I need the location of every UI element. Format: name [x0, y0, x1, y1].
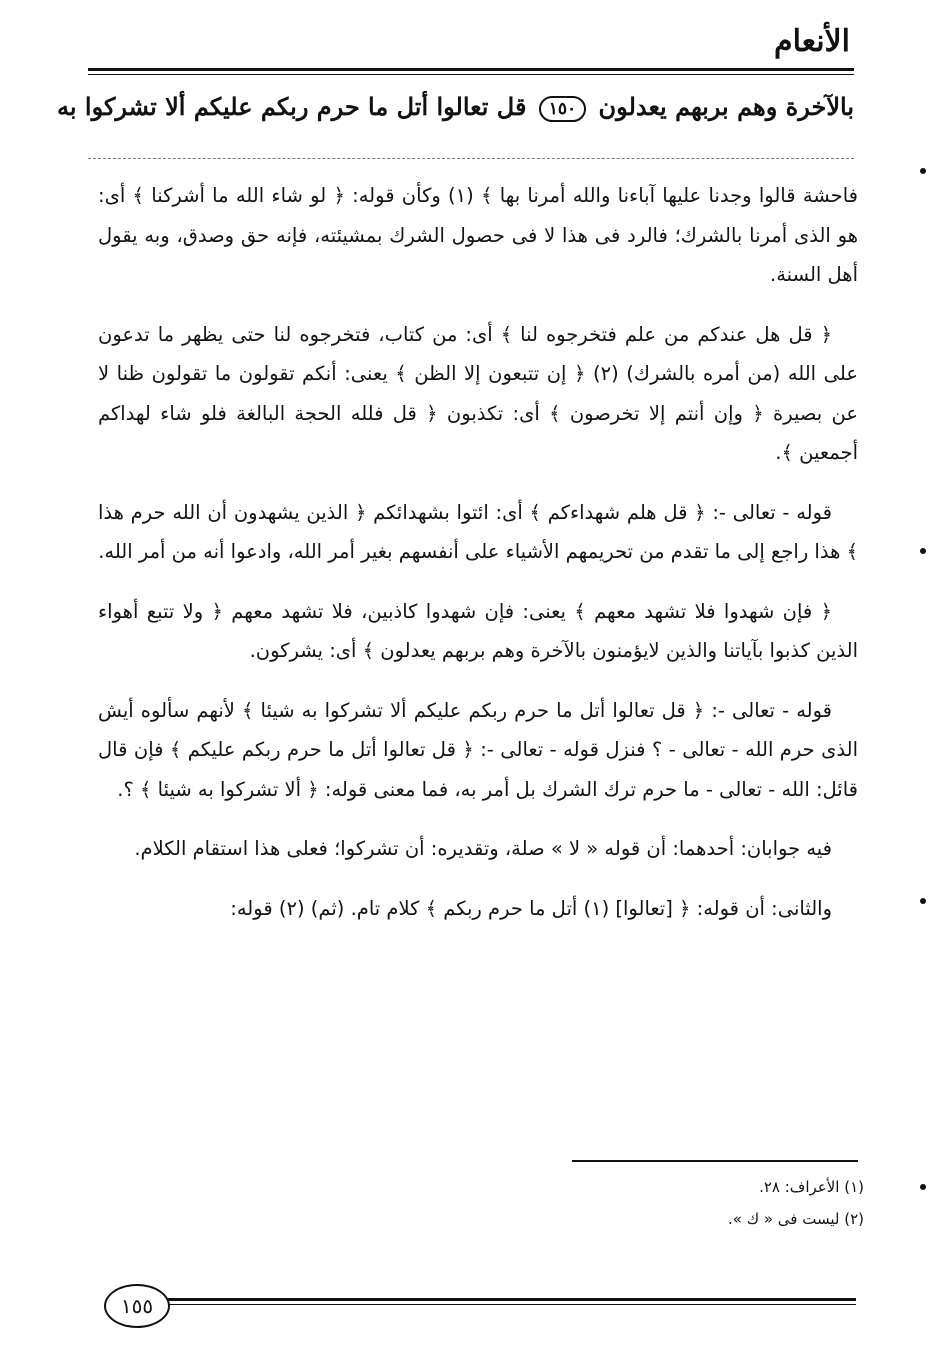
margin-dot — [920, 548, 926, 554]
paragraph: ﴿ قل هل عندكم من علم فتخرجوه لنا ﴾ أى: من كتاب، فتخرجوه لنا حتى يظهر ما تدعون على الله (من أمره بالشرك) (٢) ﴿ إن تتبعون إلا الظن ﴾ يعنى: أنكم تقولون ما تقولون ظنا لا عن بصيرة ﴿ وإن أنتم إلا تخرصون ﴾ أى: تكذبون ﴿ قل فلله الحجة البالغة فلو شاء لهداكم أجمعين ﴾. — [98, 322, 858, 464]
paragraph: والثانى: أن قوله: ﴿ [تعالوا] (١) أتل ما حرم ربكم ﴾ كلام تام. (ثم) (٢) قوله: — [230, 896, 832, 920]
quran-verse-line — [57, 92, 854, 122]
margin-dot — [920, 898, 926, 904]
footer-rule-thin — [166, 1304, 856, 1305]
commentary-body — [98, 176, 858, 948]
footnotes — [364, 1178, 864, 1242]
footnote: (٢) ليست فى « ك ». — [728, 1210, 864, 1228]
footnote-separator — [572, 1160, 858, 1162]
footer-rule-thick — [166, 1298, 856, 1301]
header-rule-thick — [88, 68, 854, 71]
surah-title: الأنعام — [774, 24, 850, 59]
paragraph: قوله - تعالى -: ﴿ قل تعالوا أتل ما حرم ربكم عليكم ألا تشركوا به شيئا ﴾ لأنهم سألوه أيش الذى حرم الله - تعالى - ؟ فنزل قوله - تعالى -: ﴿ قل تعالوا أتل ما حرم ربكم عليكم ﴾ فإن قال قائل: الله - تعالى - ما حرم ترك الشرك بل أمر به، فما معنى قوله: ﴿ ألا تشركوا به شيئا ﴾ ؟. — [98, 698, 858, 801]
verse-text-start: بالآخرة وهم بربهم يعدلون — [598, 92, 854, 121]
margin-dot — [920, 1184, 926, 1190]
page-number: ١٥٥ — [104, 1284, 170, 1328]
paragraph: فيه جوابان: أحدهما: أن قوله « لا » صلة، وتقديره: أن تشركوا؛ فعلى هذا استقام الكلام. — [134, 837, 832, 860]
verse-separator — [88, 158, 854, 159]
verse-number-badge: ١٥٠ — [539, 96, 586, 122]
margin-dot — [920, 168, 926, 174]
paragraph: فاحشة قالوا وجدنا عليها آباءنا والله أمرنا بها ﴾ (١) وكأن قوله: ﴿ لو شاء الله ما أشركنا ﴾ أى: هو الذى أمرنا بالشرك؛ فالرد فى هذا لا فى حصول الشرك بمشيئته، فإنه حق وصدق، وبه يقول أهل السنة. — [98, 184, 858, 286]
paragraph: قوله - تعالى -: ﴿ قل هلم شهداءكم ﴾ أى: ائتوا بشهدائكم ﴿ الذين يشهدون أن الله حرم هذا ﴾ هذا راجع إلى ما تقدم من تحريمهم الأشياء على أنفسهم بغير أمر الله، وادعوا أنه من أمر الله. — [98, 500, 858, 563]
header-rule-thin — [88, 74, 854, 75]
footnote: (١) الأعراف: ٢٨. — [759, 1178, 864, 1196]
paragraph: ﴿ فإن شهدوا فلا تشهد معهم ﴾ يعنى: فإن شهدوا كاذبين، فلا تشهد معهم ﴿ ولا تتبع أهواء الذين كذبوا بآياتنا والذين لايؤمنون بالآخرة وهم بربهم يعدلون ﴾ أى: يشركون. — [98, 599, 858, 662]
verse-text-end: قل تعالوا أتل ما حرم ربكم عليكم ألا تشركوا به — [57, 92, 527, 121]
